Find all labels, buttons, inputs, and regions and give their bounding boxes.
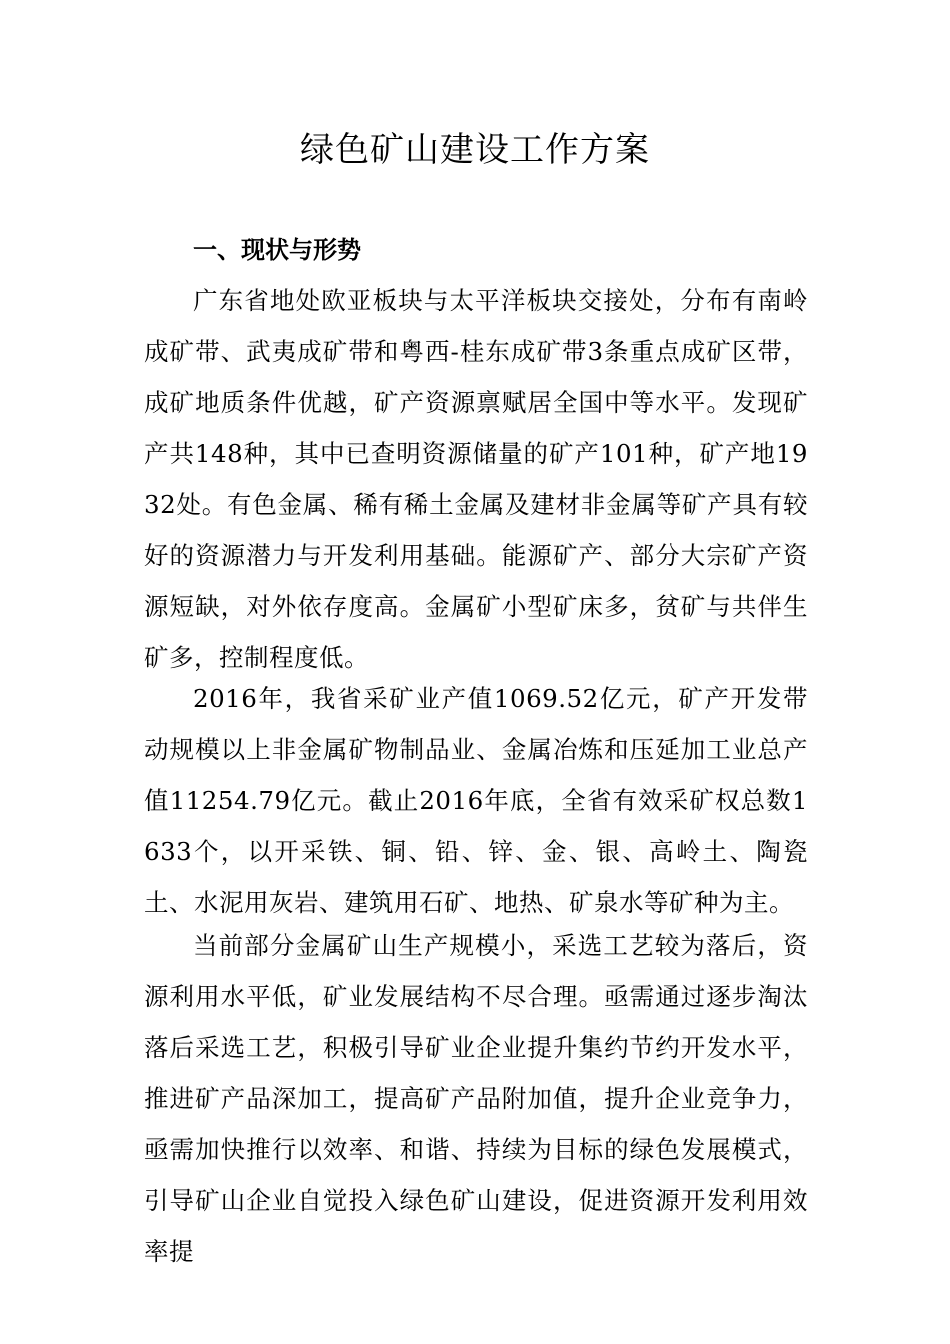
paragraph-status: 广东省地处欧亚板块与太平洋板块交接处，分布有南岭成矿带、武夷成矿带和粤西-桂东成矿带3条重点成矿区带，成矿地质条件优越，矿产资源禀赋居全国中等水平。发现矿产共148种，其中已查明资源储量的矿产101种，矿产地1932处。有色金属、稀有稀土金属及建材非金属等矿产具有较好的资源潜力与开发利用基础。能源矿产、部分大宗矿产资源短缺，对外依存度高。金属矿小型矿床多，贫矿与共伴生矿多，控制程度低。 [144,286,808,672]
section-heading: 一、现状与形势 [193,236,361,264]
document-title: 绿色矿山建设工作方案 [300,130,650,170]
paragraph-statistics: 2016年，我省采矿业产值1069.52亿元，矿产开发带动规模以上非金属矿物制品业、金属冶炼和压延加工业总产值11254.79亿元。截止2016年底，全省有效采矿权总数1633个，以开采铁、铜、铅、锌、金、银、高岭土、陶瓷土、水泥用灰岩、建筑用石矿、地热、矿泉水等矿种为主。 [144,684,808,917]
paragraph-challenges: 当前部分金属矿山生产规模小，采选工艺较为落后，资源利用水平低，矿业发展结构不尽合理。亟需通过逐步淘汰落后采选工艺，积极引导矿业企业提升集约节约开发水平，推进矿产品深加工，提高矿产品附加值，提升企业竞争力，亟需加快推行以效率、和谐、持续为目标的绿色发展模式，引导矿山企业自觉投入绿色矿山建设，促进资源开发利用效率提 [144,931,808,1266]
